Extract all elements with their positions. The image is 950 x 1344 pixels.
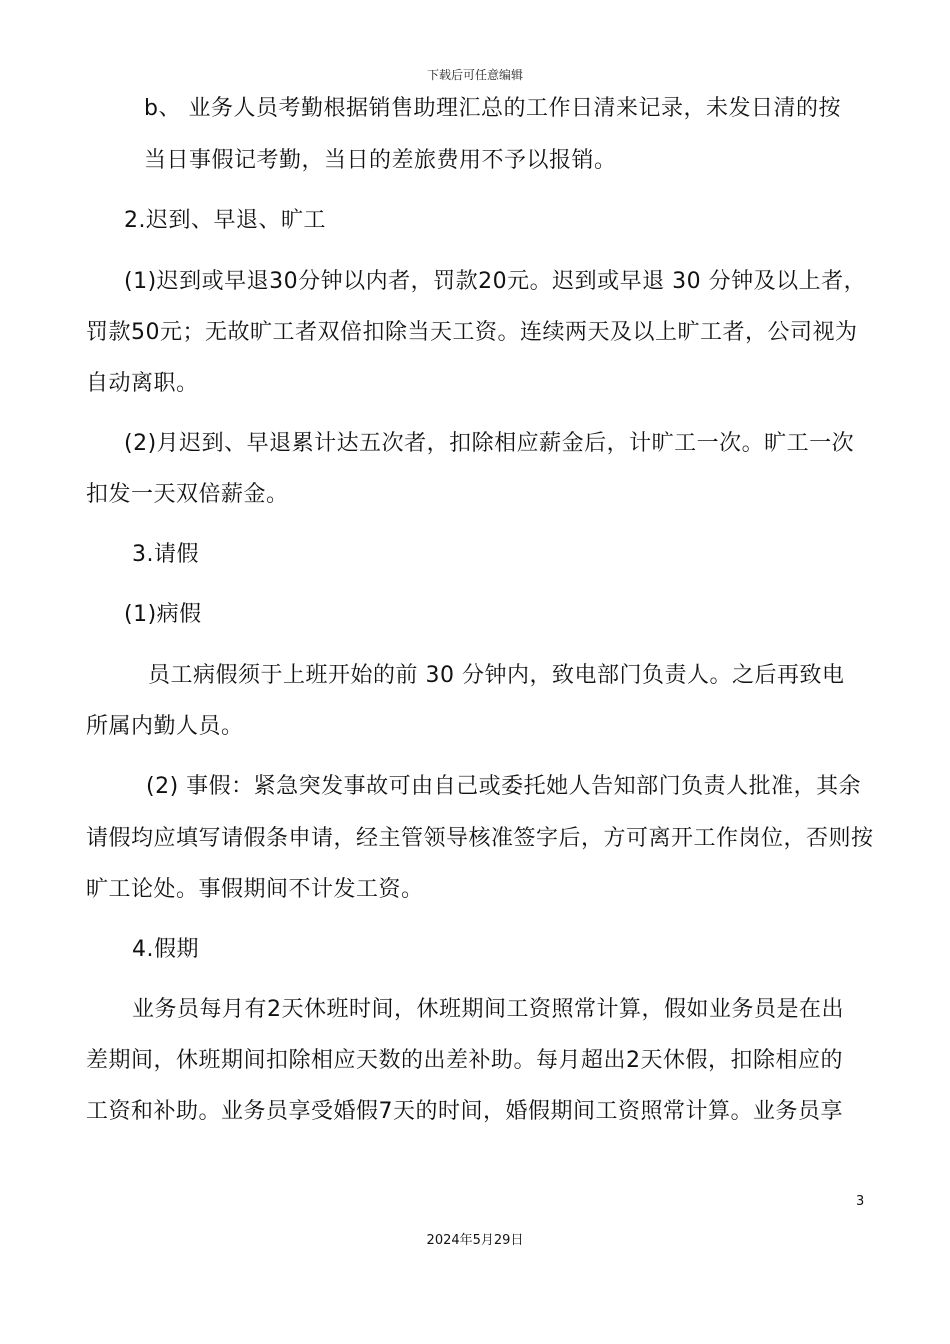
paragraph-line: (2)月迟到、早退累计达五次者，扣除相应薪金后，计旷工一次。旷工一次	[124, 431, 855, 456]
paragraph-line: 旷工论处。事假期间不计发工资。	[86, 877, 424, 902]
page-header: 下载后可任意编辑	[426, 68, 523, 82]
paragraph-line: 自动离职。	[86, 371, 199, 396]
paragraph-line: 罚款50元；无故旷工者双倍扣除当天工资。连续两天及以上旷工者，公司视为	[86, 320, 858, 345]
paragraph-line: 工资和补助。业务员享受婚假7天的时间，婚假期间工资照常计算。业务员享	[86, 1099, 843, 1124]
paragraph-line: 当日事假记考勤，当日的差旅费用不予以报销。	[144, 148, 617, 173]
subsection-heading: (1)病假	[124, 602, 202, 627]
section-heading: 3.请假	[132, 542, 199, 567]
paragraph-line: 差期间，休班期间扣除相应天数的出差补助。每月超出2天休假，扣除相应的	[86, 1048, 843, 1073]
paragraph-line: 所属内勤人员。	[86, 714, 244, 739]
paragraph-line: b、 业务人员考勤根据销售助理汇总的工作日清来记录，未发日清的按	[144, 96, 841, 121]
section-heading: 4.假期	[132, 937, 199, 962]
paragraph-line: 业务员每月有2天休班时间，休班期间工资照常计算，假如业务员是在出	[132, 997, 844, 1022]
paragraph-line: (2) 事假：紧急突发事故可由自己或委托她人告知部门负责人批准，其余	[146, 774, 862, 799]
paragraph-line: 员工病假须于上班开始的前 30 分钟内，致电部门负责人。之后再致电	[148, 663, 845, 688]
paragraph-line: 扣发一天双倍薪金。	[86, 482, 289, 507]
paragraph-line: 请假均应填写请假条申请，经主管领导核准签字后，方可离开工作岗位，否则按	[86, 826, 874, 851]
footer-date: 2024年5月29日	[426, 1233, 524, 1248]
section-heading: 2.迟到、早退、旷工	[124, 208, 326, 233]
page-number: 3	[856, 1194, 865, 1209]
paragraph-line: (1)迟到或早退30分钟以内者，罚款20元。迟到或早退 30 分钟及以上者，	[124, 269, 867, 294]
